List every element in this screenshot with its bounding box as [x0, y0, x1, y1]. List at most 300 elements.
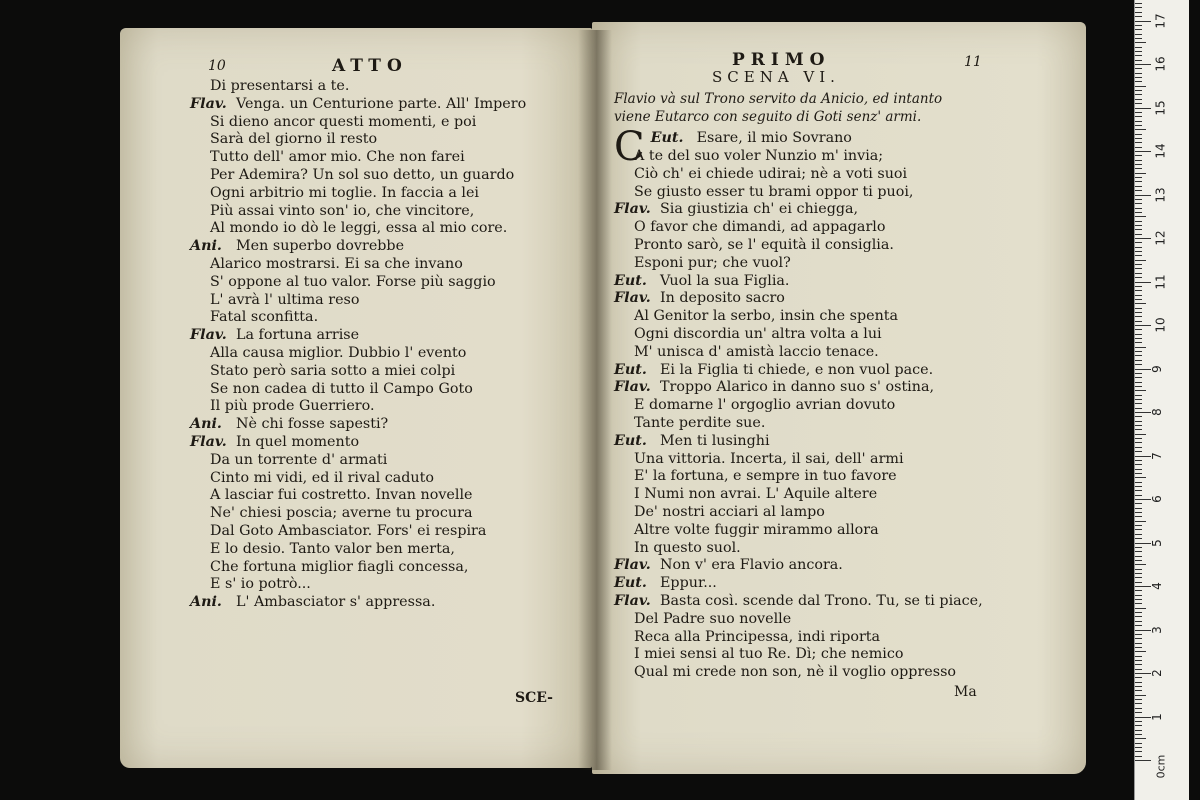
- ruler-tick: [1135, 168, 1142, 169]
- speaker-label: Eut.: [614, 272, 647, 289]
- speaker-label: Eut.: [614, 361, 647, 378]
- measurement-ruler: [1134, 0, 1189, 800]
- ruler-tick: [1135, 3, 1142, 4]
- verse-line: Per Ademira? Un sol suo detto, un guardo: [210, 166, 515, 183]
- verse-line: Troppo Alarico in danno suo s' ostina,: [660, 379, 935, 396]
- ruler-tick: [1135, 590, 1142, 591]
- verse-row: [190, 505, 526, 523]
- verse-row: [614, 486, 983, 504]
- ruler-tick: [1135, 99, 1142, 100]
- ruler-tick: [1135, 547, 1142, 548]
- ruler-label: 15: [1153, 99, 1168, 116]
- right-running-header: PRIMO: [732, 50, 831, 70]
- ruler-tick: [1135, 403, 1142, 404]
- verse-row: [614, 290, 983, 308]
- ruler-label: 4: [1149, 582, 1164, 590]
- ruler-tick: [1135, 543, 1151, 544]
- ruler-tick: [1135, 460, 1142, 461]
- ruler-tick: [1135, 77, 1142, 78]
- ruler-tick: [1135, 408, 1142, 409]
- ruler-tick: [1135, 608, 1146, 609]
- verse-row: [190, 309, 526, 327]
- ruler-tick: [1135, 81, 1142, 82]
- ruler-tick: [1135, 669, 1142, 670]
- verse-line: I Numi non avrai. L' Aquile altere: [634, 486, 878, 503]
- drop-cap: C: [614, 124, 645, 170]
- ruler-tick: [1135, 634, 1142, 635]
- speaker-label: Eut.: [614, 575, 647, 592]
- ruler-tick: [1135, 155, 1142, 156]
- stage-direction-line: viene Eutarco con seguito di Goti senz' armi.: [614, 109, 922, 125]
- ruler-label: 1: [1149, 712, 1164, 721]
- ruler-tick: [1135, 186, 1142, 187]
- verse-row: [614, 237, 983, 255]
- ruler-tick: [1135, 725, 1142, 726]
- ruler-tick: [1135, 625, 1142, 626]
- verse-row: [190, 541, 526, 559]
- ruler-tick: [1135, 238, 1151, 239]
- ruler-tick: [1135, 425, 1142, 426]
- left-running-header: ATTO: [332, 56, 408, 76]
- right-page-number: 11: [964, 54, 982, 70]
- verse-row: [614, 255, 983, 273]
- scene-title: SCENA VI.: [712, 68, 840, 86]
- verse-row: [190, 220, 526, 238]
- ruler-tick: [1135, 195, 1151, 196]
- ruler-tick: [1135, 582, 1142, 583]
- verse-line: Dal Goto Ambasciator. Fors' ei respira: [210, 522, 487, 539]
- ruler-tick: [1135, 103, 1142, 104]
- right-page: [592, 22, 1086, 774]
- verse-line: Tutto dell' amor mio. Che non farei: [210, 149, 465, 166]
- ruler-label: 13: [1153, 186, 1168, 203]
- ruler-tick: [1135, 643, 1142, 644]
- verse-row: [190, 345, 526, 363]
- ruler-tick: [1135, 703, 1142, 704]
- ruler-tick: [1135, 434, 1146, 435]
- ruler-tick: [1135, 442, 1142, 443]
- ruler-tick: [1135, 177, 1142, 178]
- ruler-tick: [1135, 664, 1142, 665]
- ruler-tick: [1135, 682, 1142, 683]
- verse-line: Eppur...: [660, 575, 717, 592]
- ruler-tick: [1135, 73, 1142, 74]
- ruler-tick: [1135, 282, 1151, 283]
- verse-line: De' nostri acciari al lampo: [634, 503, 825, 520]
- ruler-tick: [1135, 164, 1142, 165]
- verse-row: [190, 203, 526, 221]
- verse-row: [190, 292, 526, 310]
- ruler-tick: [1135, 477, 1146, 478]
- ruler-tick: [1135, 221, 1142, 222]
- ruler-tick: [1135, 382, 1142, 383]
- verse-line: La fortuna arrise: [236, 327, 360, 344]
- verse-row: [614, 362, 983, 380]
- book-spine-shadow: [578, 30, 612, 770]
- ruler-label: 2: [1149, 669, 1164, 677]
- stage-direction-line: Flavio và sul Trono servito da Anicio, ed intanto: [614, 91, 943, 107]
- verse-row: [614, 575, 983, 593]
- ruler-tick: [1135, 121, 1142, 122]
- verse-line: M' unisca d' amistà laccio tenace.: [634, 343, 879, 360]
- ruler-tick: [1135, 529, 1142, 530]
- verse-row: [190, 470, 526, 488]
- ruler-tick: [1135, 538, 1142, 539]
- ruler-tick: [1135, 116, 1142, 117]
- verse-line: In quel momento: [236, 433, 360, 450]
- ruler-tick: [1135, 690, 1142, 691]
- ruler-tick: [1135, 734, 1142, 735]
- ruler-tick: [1135, 277, 1142, 278]
- ruler-tick: [1135, 451, 1142, 452]
- verse-row: [190, 327, 526, 345]
- ruler-tick: [1135, 495, 1142, 496]
- speaker-label: Ani.: [190, 238, 222, 255]
- verse-row: [190, 594, 526, 612]
- ruler-tick: [1135, 255, 1142, 256]
- ruler-label: 5: [1149, 538, 1164, 547]
- ruler-tick: [1135, 264, 1142, 265]
- ruler-tick: [1135, 599, 1142, 600]
- ruler-label: 3: [1149, 625, 1164, 634]
- verse-row: [614, 646, 983, 664]
- verse-line: Nè chi fosse sapesti?: [236, 416, 389, 433]
- ruler-tick: [1135, 247, 1142, 248]
- ruler-tick: [1135, 390, 1146, 391]
- ruler-tick: [1135, 577, 1142, 578]
- ruler-tick: [1135, 747, 1142, 748]
- verse-row: [190, 523, 526, 541]
- speaker-label: Eut.: [650, 130, 684, 146]
- ruler-tick: [1135, 147, 1142, 148]
- ruler-tick: [1135, 295, 1142, 296]
- ruler-tick: [1135, 386, 1142, 387]
- left-page-text: [190, 78, 526, 612]
- ruler-tick: [1135, 7, 1142, 8]
- verse-line: Se giusto esser tu brami oppor ti puoi,: [634, 183, 914, 200]
- ruler-tick: [1135, 242, 1142, 243]
- ruler-tick: [1135, 203, 1142, 204]
- verse-line: Una vittoria. Incerta, il sai, dell' armi: [634, 450, 904, 467]
- verse-line: A te del suo voler Nunzio m' invia;: [634, 148, 884, 164]
- ruler-tick: [1135, 216, 1146, 217]
- ruler-tick: [1135, 112, 1142, 113]
- speaker-label: Flav.: [614, 379, 651, 396]
- ruler-tick: [1135, 38, 1142, 39]
- ruler-tick: [1135, 21, 1151, 22]
- ruler-tick: [1135, 551, 1142, 552]
- ruler-tick: [1135, 299, 1142, 300]
- left-page: [120, 28, 592, 768]
- verse-line: Se non cadea di tutto il Campo Goto: [210, 380, 473, 397]
- verse-row: [190, 434, 526, 452]
- verse-line: Basta così. scende dal Trono. Tu, se ti piace,: [660, 592, 983, 609]
- verse-line: Sia giustizia ch' ei chiegga,: [660, 201, 859, 218]
- ruler-tick: [1135, 142, 1142, 143]
- ruler-tick: [1135, 16, 1142, 17]
- right-catchword: Ma: [954, 684, 977, 700]
- verse-row: [190, 452, 526, 470]
- ruler-tick: [1135, 42, 1146, 43]
- ruler-tick: [1135, 199, 1142, 200]
- ruler-tick: [1135, 712, 1142, 713]
- verse-row: [190, 559, 526, 577]
- verse-row: [190, 185, 526, 203]
- stage-direction: [614, 90, 942, 126]
- ruler-tick: [1135, 55, 1142, 56]
- ruler-tick: [1135, 429, 1142, 430]
- ruler-tick: [1135, 760, 1151, 761]
- verse-line: Ne' chiesi poscia; averne tu procura: [210, 505, 473, 522]
- ruler-tick: [1135, 743, 1142, 744]
- verse-row: [614, 433, 983, 451]
- verse-row: [614, 468, 983, 486]
- verse-line: Pronto sarò, se l' equità il consiglia.: [634, 236, 894, 253]
- verse-line: Esare, il mio Sovrano: [696, 130, 852, 146]
- ruler-tick: [1135, 360, 1142, 361]
- verse-line: Venga. un Centurione parte. All' Impero: [236, 95, 527, 112]
- ruler-tick: [1135, 355, 1142, 356]
- ruler-tick: [1135, 695, 1146, 696]
- verse-row: [614, 397, 983, 415]
- verse-row: [614, 522, 983, 540]
- verse-line: E s' io potrò...: [210, 576, 311, 593]
- ruler-tick: [1135, 234, 1142, 235]
- ruler-tick: [1135, 160, 1142, 161]
- ruler-tick: [1135, 316, 1142, 317]
- verse-line: Esponi pur; che vuol?: [634, 254, 791, 271]
- verse-line: Tante perdite sue.: [634, 414, 766, 431]
- verse-row: [190, 487, 526, 505]
- ruler-tick: [1135, 364, 1142, 365]
- ruler-tick: [1135, 456, 1151, 457]
- ruler-tick: [1135, 603, 1142, 604]
- verse-line: O favor che dimandi, ad appagarlo: [634, 219, 886, 236]
- ruler-tick: [1135, 651, 1146, 652]
- ruler-tick: [1135, 469, 1142, 470]
- ruler-tick: [1135, 251, 1142, 252]
- ruler-tick: [1135, 656, 1142, 657]
- verse-row: [614, 148, 983, 166]
- ruler-tick: [1135, 486, 1142, 487]
- ruler-tick: [1135, 630, 1151, 631]
- ruler-label: 16: [1153, 56, 1168, 72]
- ruler-tick: [1135, 29, 1142, 30]
- ruler-tick: [1135, 499, 1151, 500]
- verse-line: Di presentarsi a te.: [210, 78, 350, 94]
- verse-row: [614, 415, 983, 433]
- verse-row: [190, 381, 526, 399]
- verse-line: E domarne l' orgoglio avrian dovuto: [634, 397, 896, 414]
- verse-line: Si dieno ancor questi momenti, e poi: [210, 113, 477, 130]
- ruler-tick: [1135, 464, 1142, 465]
- ruler-tick: [1135, 564, 1146, 565]
- ruler-tick: [1135, 638, 1142, 639]
- ruler-tick: [1135, 686, 1142, 687]
- speaker-label: Ani.: [190, 594, 222, 611]
- verse-row: [614, 379, 983, 397]
- ruler-tick: [1135, 647, 1142, 648]
- ruler-tick: [1135, 730, 1142, 731]
- ruler-tick: [1135, 342, 1142, 343]
- verse-line: Al Genitor la serbo, insin che spenta: [634, 308, 899, 325]
- ruler-tick: [1135, 447, 1142, 448]
- ruler-tick: [1135, 312, 1142, 313]
- verse-line: E' la fortuna, e sempre in tuo favore: [634, 468, 897, 485]
- verse-row: [614, 273, 983, 291]
- ruler-tick: [1135, 721, 1142, 722]
- ruler-tick: [1135, 108, 1151, 109]
- ruler-tick: [1135, 616, 1142, 617]
- verse-row: [614, 557, 983, 575]
- ruler-tick: [1135, 129, 1146, 130]
- verse-line: Ogni discordia un' altra volta a lui: [634, 325, 882, 342]
- ruler-tick: [1135, 173, 1146, 174]
- ruler-tick: [1135, 86, 1146, 87]
- ruler-tick: [1135, 621, 1142, 622]
- verse-row: [614, 326, 983, 344]
- ruler-tick: [1135, 338, 1142, 339]
- speaker-label: Eut.: [614, 432, 647, 449]
- verse-row: [190, 416, 526, 434]
- ruler-tick: [1135, 125, 1142, 126]
- verse-line: Sarà del giorno il resto: [210, 131, 378, 148]
- ruler-tick: [1135, 717, 1151, 718]
- verse-row: [614, 166, 983, 184]
- verse-row: [190, 274, 526, 292]
- ruler-tick: [1135, 556, 1142, 557]
- verse-line: Cinto mi vidi, ed il rival caduto: [210, 469, 434, 486]
- verse-line: E lo desio. Tanto valor ben merta,: [210, 540, 455, 557]
- ruler-unit-label: 0cm: [1154, 754, 1168, 779]
- verse-line: Fatal sconfitta.: [210, 309, 319, 326]
- ruler-tick: [1135, 673, 1151, 674]
- ruler-tick: [1135, 138, 1142, 139]
- verse-line: Alla causa miglior. Dubbio l' evento: [210, 344, 467, 361]
- ruler-tick: [1135, 677, 1142, 678]
- ruler-tick: [1135, 134, 1142, 135]
- ruler-tick: [1135, 699, 1142, 700]
- ruler-tick: [1135, 708, 1142, 709]
- ruler-tick: [1135, 351, 1142, 352]
- ruler-label: 6: [1149, 495, 1164, 503]
- verse-line: Vuol la sua Figlia.: [660, 272, 790, 289]
- verse-row: [614, 201, 983, 219]
- right-page-text: [614, 148, 983, 682]
- verse-line: Al mondo io dò le leggi, essa al mio core.: [210, 220, 508, 237]
- ruler-tick: [1135, 303, 1146, 304]
- verse-line: Stato però saria sotto a miei colpi: [210, 362, 456, 379]
- verse-row: [614, 593, 983, 611]
- ruler-tick: [1135, 521, 1146, 522]
- verse-line: L' avrà l' ultima reso: [210, 291, 360, 308]
- verse-row: [614, 451, 983, 469]
- ruler-tick: [1135, 573, 1142, 574]
- speaker-label: Flav.: [614, 290, 651, 307]
- ruler-tick: [1135, 438, 1142, 439]
- ruler-tick: [1135, 347, 1146, 348]
- ruler-tick: [1135, 473, 1142, 474]
- ruler-tick: [1135, 395, 1142, 396]
- verse-row: [190, 238, 526, 256]
- verse-row: [190, 96, 526, 114]
- verse-line: In deposito sacro: [660, 290, 785, 307]
- ruler-tick: [1135, 586, 1151, 587]
- ruler-tick: [1135, 329, 1142, 330]
- verse-line: Più assai vinto son' io, che vincitore,: [210, 202, 475, 219]
- verse-line: Ciò ch' ei chiede udirai; nè a voti suoi: [634, 165, 908, 182]
- ruler-tick: [1135, 534, 1142, 535]
- ruler-tick: [1135, 208, 1142, 209]
- verse-line: Che fortuna miglior fiagli concessa,: [210, 558, 469, 575]
- ruler-tick: [1135, 190, 1142, 191]
- ruler-tick: [1135, 612, 1142, 613]
- ruler-tick: [1135, 325, 1151, 326]
- ruler-label: 7: [1149, 451, 1164, 460]
- left-page-number: 10: [208, 58, 226, 74]
- verse-line: Ogni arbitrio mi toglie. In faccia a lei: [210, 184, 480, 201]
- ruler-tick: [1135, 756, 1142, 757]
- verse-line: Da un torrente d' armati: [210, 451, 388, 468]
- ruler-tick: [1135, 508, 1142, 509]
- ruler-tick: [1135, 25, 1142, 26]
- speaker-label: Flav.: [614, 592, 651, 609]
- ruler-tick: [1135, 260, 1146, 261]
- ruler-tick: [1135, 225, 1142, 226]
- verse-row: [190, 576, 526, 594]
- ruler-tick: [1135, 60, 1142, 61]
- ruler-tick: [1135, 399, 1142, 400]
- ruler-tick: [1135, 51, 1142, 52]
- ruler-tick: [1135, 212, 1142, 213]
- verse-line: Men superbo dovrebbe: [236, 238, 405, 255]
- ruler-label: 9: [1149, 364, 1164, 373]
- ruler-tick: [1135, 751, 1142, 752]
- ruler-tick: [1135, 660, 1142, 661]
- verse-line: Men ti lusinghi: [660, 432, 770, 449]
- verse-row: [614, 629, 983, 647]
- verse-row: [614, 308, 983, 326]
- ruler-label: 14: [1153, 143, 1168, 159]
- verse-line: Non v' era Flavio ancora.: [660, 557, 843, 574]
- verse-line: Ei la Figlia ti chiede, e non vuol pace.: [660, 361, 934, 378]
- ruler-tick: [1135, 482, 1142, 483]
- verse-line: S' oppone al tuo valor. Forse più saggio: [210, 273, 496, 290]
- verse-row: [614, 540, 983, 558]
- ruler-tick: [1135, 412, 1151, 413]
- verse-row: [190, 149, 526, 167]
- speaker-label: Flav.: [190, 327, 227, 344]
- verse-row: [190, 114, 526, 132]
- ruler-tick: [1135, 181, 1142, 182]
- verse-line: Il più prode Guerriero.: [210, 398, 375, 415]
- left-catchword: SCE-: [515, 690, 553, 706]
- ruler-tick: [1135, 273, 1142, 274]
- verse-row: [614, 219, 983, 237]
- speaker-label: Flav.: [614, 201, 651, 218]
- speaker-label: Flav.: [190, 433, 227, 450]
- ruler-label: 12: [1153, 230, 1168, 246]
- verse-line: L' Ambasciator s' appressa.: [236, 594, 436, 611]
- ruler-tick: [1135, 569, 1142, 570]
- ruler-label: 10: [1153, 317, 1168, 333]
- ruler-label: 8: [1149, 408, 1164, 416]
- ruler-tick: [1135, 68, 1142, 69]
- ruler-tick: [1135, 369, 1151, 370]
- verse-row: [614, 504, 983, 522]
- ruler-tick: [1135, 94, 1142, 95]
- verse-line: Altre volte fuggir mirammo allora: [634, 521, 879, 538]
